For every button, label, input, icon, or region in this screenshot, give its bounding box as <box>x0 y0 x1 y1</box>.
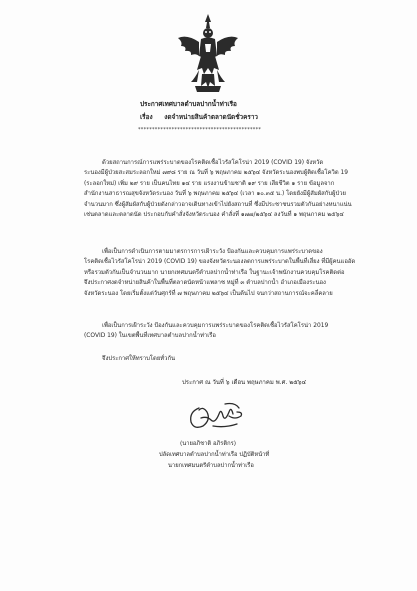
closing-statement: จึงประกาศให้ทราบโดยทั่วกัน <box>102 356 176 362</box>
subject-text: งดจำหน่ายสินค้าตลาดนัดชั่วคราว <box>164 113 259 121</box>
paragraph-line: หรือรวมตัวกันเป็นจำนวนมาก นายกเทศมนตรีตำบลปากน้ำท่าเรือ ในฐานะเจ้าพนักงานควบคุมโรคติดต่อ <box>84 269 345 276</box>
paragraph-line: (ระลอกใหม่) เพิ่ม ๒๙ ราย เป็นคนไทย ๑๔ ราย แรงงานข้ามชาติ ๑๙ ราย เสียชีวิต ๑ ราย ข้อมูลจาก <box>84 180 335 187</box>
paragraph-line: เช่นตลาดและตลาดนัด ประกอบกับคำสั่งจังหวัดระนอง คำสั่งที่ ๑๗๗/๒๕๖๔ ลงวันที่ ๑ พฤษภาคม ๒๕๖๔ <box>84 212 344 219</box>
paragraph-line: จำนวนมาก ซึ่งผู้สัมผัสกับผู้ป่วยดังกล่าวอาจเดินทางเข้าไปยังสถานที่ ซึ่งมีประชาชนรวมตัวกันอย่างหนาแน่น <box>84 201 352 208</box>
subject-label: เรื่อง <box>140 113 153 121</box>
paragraph-line: เพื่อเป็นการดำเนินการตามมาตรการการเฝ้าระวัง ป้องกันและควบคุมการแพร่ระบาดของ <box>102 249 323 255</box>
paragraph-line: จังหวัดระนอง โดยเริ่มตั้งแต่วันศุกร์ที่ ๗ พฤษภาคม ๒๕๖๔ เป็นต้นไป จนกว่าสถานการณ์จะคลี่คลาย <box>84 290 333 297</box>
signer-acting-position: นายกเทศมนตรีตำบลปากน้ำท่าเรือ <box>168 463 254 469</box>
paragraph-line: สำนักงานสาธารณสุขจังหวัดระนอง วันที่ ๖ พฤษภาคม ๒๕๖๔ (เวลา ๑๐.๓๕ น.) โดยยังมีผู้สัมผัสกับผู้ป่วย <box>84 191 347 198</box>
paragraph-purpose <box>84 321 366 342</box>
signer-position: ปลัดเทศบาลตำบลปากน้ำท่าเรือ ปฏิบัติหน้าที่ <box>159 452 270 458</box>
separator-line: ******************************************** <box>138 127 262 133</box>
paragraph-line: โรคติดเชื้อไวรัสโคโรน่า 2019 (COVID 19) ของจังหวัดระนองลดการแพร่ระบาดในพื้นที่เสี่ยง ที่มีผู้คนแออัด <box>84 259 356 266</box>
handwritten-signature <box>185 398 247 434</box>
paragraph-measures <box>84 247 366 299</box>
announcement-title: ประกาศเทศบาลตำบลปากน้ำท่าเรือ <box>140 100 237 108</box>
paragraph-line: (COVID 19) ในเขตพื้นที่เทศบาลตำบลปากน้ำท่าเรือ <box>84 333 216 340</box>
paragraph-line: ด้วยสถานการณ์การแพร่ระบาดของโรคติดเชื้อไวรัสโคโรน่า 2019 (COVID 19) จังหวัด <box>102 160 324 166</box>
subject-row <box>140 112 258 122</box>
paragraph-line: เพื่อเป็นการเฝ้าระวัง ป้องกันและควบคุมการแพร่ระบาดของโรคติดเชื้อไวรัสโคโรน่า 2019 <box>102 323 329 329</box>
paragraph-line: จึงประกาศงดจำหน่ายสินค้าในพื้นที่ตลาดนัดหน้าแพลาซ หมู่ที่ ๓ ตำบลปากน้ำ อำเภอเมืองระนอง <box>84 280 326 287</box>
garuda-emblem-icon <box>175 12 241 96</box>
paragraph-situation <box>84 158 366 220</box>
signer-name: (นายอภิชาติ อภิรติกร) <box>180 441 237 447</box>
announcement-date: ประกาศ ณ วันที่ ๖ เดือน พฤษภาคม พ.ศ. ๒๕๖๔ <box>182 379 307 386</box>
paragraph-line: ระนองมีผู้ป่วยสะสมระลอกใหม่ ๗๙๘ ราย ณ วันที่ ๖ พฤษภาคม ๒๕๖๔ จังหวัดระนองพบผู้ติดเชื้อโควิด 19 <box>84 170 349 177</box>
